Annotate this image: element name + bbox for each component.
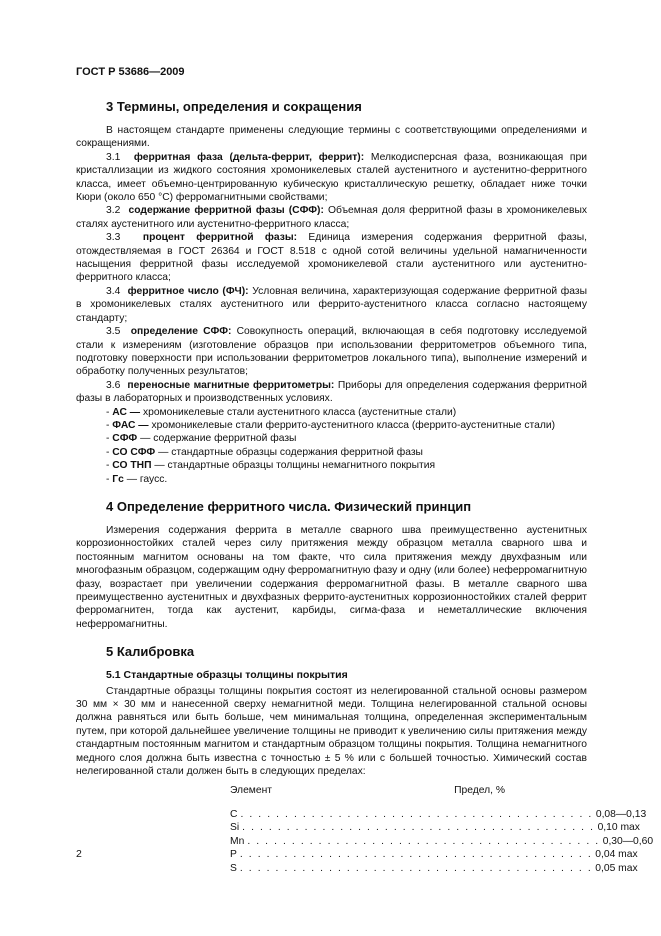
- table-row: C . . . . . . . . . . . . . . . . . . . . . . . . . . . . . . . . . . . . . . . . 0,08—0,13: [230, 808, 647, 820]
- abbreviation-item: - Гс — гаусс.: [106, 473, 168, 485]
- column-header-element: Элемент: [230, 785, 273, 797]
- term-3-3: 3.3 процент ферритной фазы: Единица измерения содержания ферритной фазы, отождествляемая в ГОСТ 26364 и ГОСТ 8.518 с одной сотой величины удельной намагниченности насыщения ферритной фазы исследуемой хромоникелевой стали аустенитного или аустенитно-ферритного класса;: [76, 232, 587, 284]
- page-number: 2: [76, 848, 82, 860]
- section-4-text: Измерения содержания феррита в металле сварного шва преимущественно аустенитных коррозионностойких сталей через силу притяжения между образцом металла сварного шва и постоянным магнитом основаны на том факте, что сила притяжения между двухфазным или многофазным образцом, содержащим одну ферромагнитную фазу и одну (или более) неферромагнитную фазу, возрастает при увеличении содержания ферромагнитной фазы. В металле сварного шва преимущественно аустенитных и двухфазных феррито-аустенитных коррозионностойких сталей феррит ферромагнитен, тогда как аустенит, карбиды, сигма-фаза и неметаллические включения неферромагнитны.: [76, 524, 587, 630]
- term-3-1-label: ферритная фаза (дельта-феррит, феррит):: [133, 151, 365, 163]
- abbreviation-item: - ФАС — хромоникелевые стали феррито-аустенитного класса (феррито-аустенитные стали): [106, 419, 556, 431]
- term-3-1: 3.1 ферритная фаза (дельта-феррит, феррит): Мелкодисперсная фаза, возникающая при кристаллизации из жидкого состояния хромоникелевых сталей аустенитного и аустенитно-ферритного класса, имеет объемно-центрированную кубическую кристаллическую решетку, обладает ниже точки Кюри (около 650 °C) ферромагнитными свойствами;: [76, 151, 587, 204]
- term-3-3-label: процент ферритной фазы:: [142, 232, 298, 244]
- term-3-4-label: ферритное число (ФЧ):: [127, 285, 249, 297]
- composition-table: [230, 784, 654, 874]
- section-5-title: 5 Калибровка: [106, 644, 195, 660]
- abbreviation-item: - СО СФФ — стандартные образцы содержания ферритной фазы: [106, 446, 423, 458]
- table-row: Si . . . . . . . . . . . . . . . . . . . . . . . . . . . . . . . . . . . . . . . . 0,10 max: [230, 822, 640, 834]
- subsection-5-1-title: 5.1 Стандартные образцы толщины покрытия: [106, 669, 348, 682]
- table-row: P . . . . . . . . . . . . . . . . . . . . . . . . . . . . . . . . . . . . . . . . 0,04 max: [230, 849, 638, 861]
- term-3-4: 3.4 ферритное число (ФЧ): Условная величина, характеризующая содержание ферритной фазы в хромоникелевых сталях аустенитного или феррито-аустенитного класса согласно настоящему стандарту;: [76, 285, 587, 324]
- document-body: [76, 99, 654, 875]
- section-5-1-text: Стандартные образцы толщины покрытия состоят из нелегированной стальной основы размером 30 мм × 30 мм и нанесенной сверху немагнитной меди. Толщина нелегированной стальной основы должна равняться или быть больше, чем минимальная толщина, определенная экспериментальным путем, при которой дальнейшее увеличение толщины не приводит к увеличению силы притяжения между стандартным постоянным магнитом и стандартным образцом толщины покрытия. Толщина немагнитного медного слоя должна быть известна с точностью ± 5 % или с большей точностью. Химический состав нелегированной стали должен быть в следующих пределах:: [76, 685, 587, 778]
- section-4-title: 4 Определение ферритного числа. Физический принцип: [106, 498, 472, 514]
- term-3-6: 3.6 переносные магнитные ферритометры: Приборы для определения содержания ферритной фазы в лабораторных и производственных условиях.: [76, 379, 587, 405]
- abbreviation-item: - СО ТНП — стандартные образцы толщины немагнитного покрытия: [106, 460, 436, 472]
- abbreviation-list: [76, 406, 587, 486]
- table-row: Mn . . . . . . . . . . . . . . . . . . . . . . . . . . . . . . . . . . . . . . . . 0,30—0,60: [230, 835, 654, 847]
- table-header: [230, 784, 505, 797]
- term-3-5: 3.5 определение СФФ: Совокупность операций, включающая в себя подготовку исследуемой стали к измерениям (изготовление образцов при использовании ферритометров объемного типа, подготовку поверхности при использовании ферритометров локального типа), выполнение измерений и обработку полученных результатов;: [76, 326, 587, 378]
- table-row: S . . . . . . . . . . . . . . . . . . . . . . . . . . . . . . . . . . . . . . . . 0,05 max: [230, 862, 638, 874]
- abbreviation-item: - СФФ — содержание ферритной фазы: [106, 433, 297, 445]
- abbreviation-item: - АС — хромоникелевые стали аустенитного класса (аустенитные стали): [106, 406, 457, 418]
- section-3-title: 3 Термины, определения и сокращения: [106, 99, 362, 114]
- term-3-2-label: содержание ферритной фазы (СФФ):: [128, 205, 324, 217]
- section-3-intro: В настоящем стандарте применены следующие термины с соответствующими определениями и сокращениями.: [76, 125, 587, 150]
- standard-header: ГОСТ Р 53686—2009: [76, 66, 185, 78]
- term-3-2: 3.2 содержание ферритной фазы (СФФ): Объемная доля ферритной фазы в хромоникелевых сталях аустенитного или аустенитно-ферритного класса;: [76, 205, 587, 230]
- term-3-5-label: определение СФФ:: [130, 326, 232, 338]
- term-3-6-label: переносные магнитные ферритометры:: [127, 379, 335, 391]
- column-header-limit: Предел, %: [454, 785, 505, 797]
